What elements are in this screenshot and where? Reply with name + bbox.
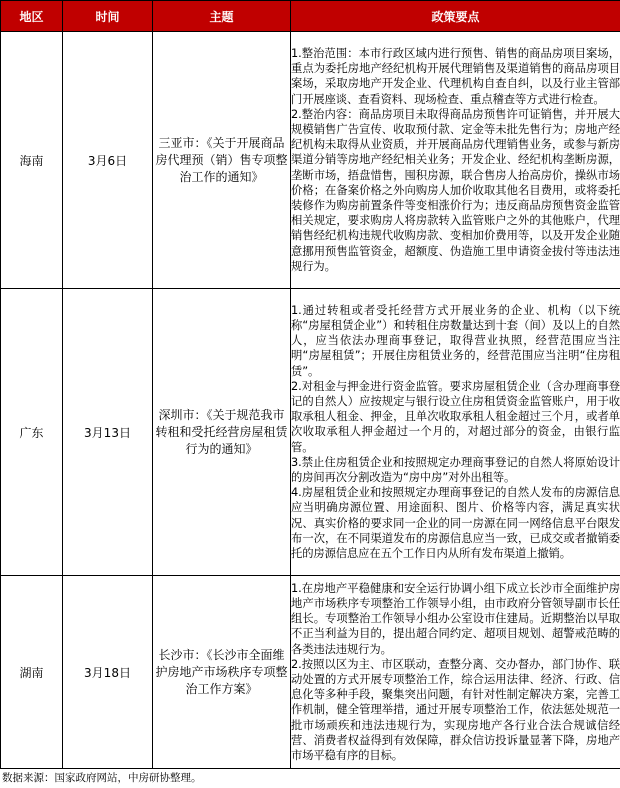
header-region: 地区 (1, 1, 63, 32)
header-date: 时间 (63, 1, 153, 32)
title-cell: 长沙市：《长沙市全面维护房地产市场秩序专项整治工作方案》 (153, 576, 291, 769)
policy-point: 1.在房地产平稳健康和安全运行协调小组下成立长沙市全面维护房地产市场秩序专项整治工作领导小组，由市政府分管领导副市长任组长。专项整治工作领导小组办公室设市住建局。近期整治以早取不正当利益为目的，提出超合同约定、超项目规划、超警戒范畴的各类违法违规行为。 (291, 581, 620, 656)
policy-point: 2.整治内容：商品房项目未取得商品房预售许可证销售，并开展大规模销售广告宣传、收取预付款、定金等未批先售行为；房地产经纪机构未取得从业资质，并开展商品房代理销售业务，或参与新房渠道分销等房地产经纪相关业务；开发企业、经纪机构垄断房源，垄断市场，捂盘惜售，囤积房源，联合售房人抬高房价，操纵市场价格；在备案价格之外向购房人加价收取其他名目费用，或将委托装修作为购房前置条件等变相涨价行为；违反商品房预售资金监管相关规定，要求购房人将房款转入监管账户之外的其他账户，代理销售经纪机构违规代收购房款、变相加价费用等，以及开发企业随意挪用预售监管资金，超额度、伪造施工里申请资金拔付等违法违规行为。 (291, 107, 620, 273)
region-cell: 广东 (1, 289, 63, 576)
policy-point: 2.按照以区为主、市区联动，查整分离、交办督办，部门协作、联动处置的方式开展专项整治工作，综合运用法律、经济、行政、信息化等多种手段，聚集突出问题，有针对性制定解决方案，完善工作机制，健全管理举措，通过开展专项整治工作，依法惩处规范一批市场顽疾和违法违规行为，实现房地产各行业合法合规诚信经营、消费者权益得到有效保障，群众信访投诉量显著下降，房地产市场平稳有序的目标。 (291, 657, 620, 763)
policy-points-cell (291, 576, 620, 769)
table-row (1, 32, 620, 289)
header-points: 政策要点 (291, 1, 620, 32)
region-cell: 湖南 (1, 576, 63, 769)
table-row (1, 576, 620, 769)
policy-point: 1.通过转租或者受托经营方式开展业务的企业、机构（以下统称“房屋租赁企业”）和转租住房数量达到十套（间）及以上的自然人，应当依法办理商事登记，取得营业执照，经营范围应当注明“房屋租赁”；开展住房租赁业务的，经营范围应当注明“住房租赁”。 (291, 303, 620, 378)
date-cell: 3月6日 (63, 32, 153, 289)
policy-points-cell (291, 32, 620, 289)
policy-point: 1.整治范围：本市行政区域内进行预售、销售的商品房项目案场，重点为委托房地产经纪机构开展代理销售及渠道销售的商品房项目案场，采取房地产开发企业、代理机构自查自纠，以及行业主管部门开展座谈、查看资料、现场检查、重点稽查等方式进行检查。 (291, 46, 620, 106)
region-cell: 海南 (1, 32, 63, 289)
data-source-note: 数据来源：国家政府网站，中房研协整理。 (2, 772, 202, 784)
policy-point: 4.房屋租赁企业和按照规定办理商事登记的自然人发布的房源信息应当明确房源位置、用途面积、图片、价格等内容，满足真实状况、真实价格的要求同一企业的同一房源在同一网络信息平台限发布一次，在不同渠道发布的房源信息应当一致，已成交或者撤销委托的房源信息应在五个工作日内从所有发布渠道上撤销。 (291, 486, 620, 561)
policy-point: 3.禁止住房租赁企业和按照规定办理商事登记的自然人将原始设计的房间再次分割改造为“房中房”对外出租等。 (291, 455, 620, 484)
date-cell: 3月13日 (63, 289, 153, 576)
policy-points-cell (291, 289, 620, 576)
header-title: 主题 (153, 1, 291, 32)
title-cell: 三亚市：《关于开展商品房代理预（销）售专项整治工作的通知》 (153, 32, 291, 289)
title-cell: 深圳市：《关于规范我市转租和受托经营房屋租赁行为的通知》 (153, 289, 291, 576)
table-row (1, 289, 620, 576)
date-cell: 3月18日 (63, 576, 153, 769)
policy-point: 2.对租金与押金进行资金监管。要求房屋租赁企业（含办理商事登记的自然人）应按规定与银行设立住房租赁资金监管账户，用于收取承租人租金、押金，且单次收取承租人租金超过三个月，或者单次收取承租人押金超过一个月的，对超过部分的资金，由银行监管。 (291, 379, 620, 454)
table-header-row (1, 1, 620, 32)
